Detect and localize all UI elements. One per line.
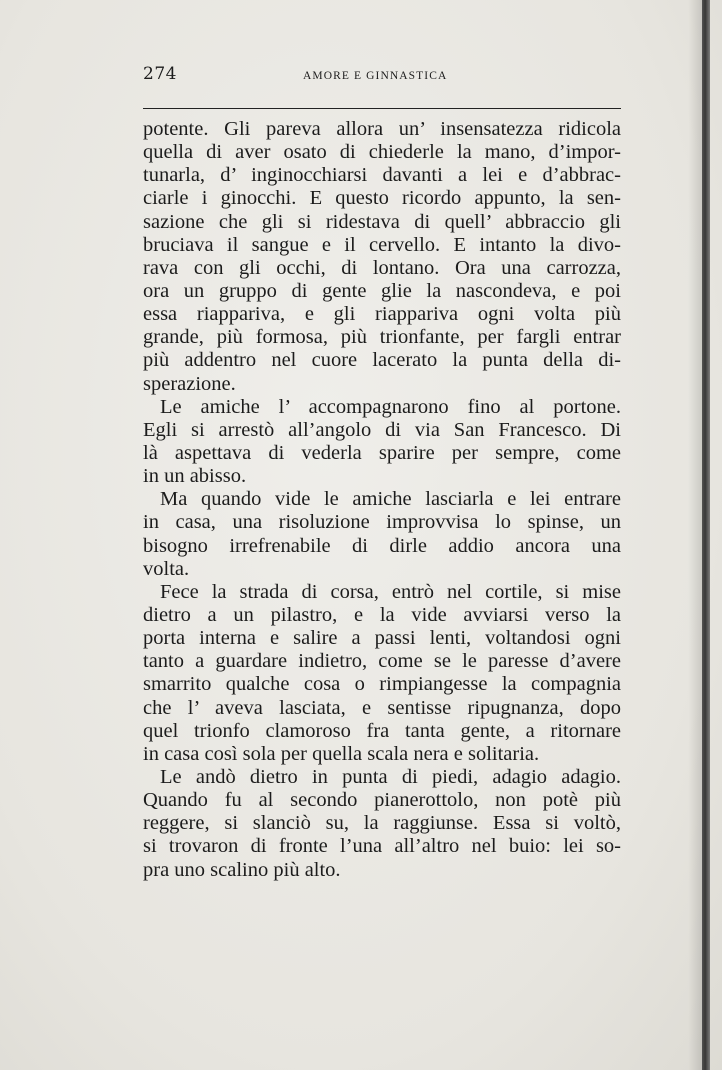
text-line: reggere, si slanciò su, la raggiunse. Essa si voltò, (143, 812, 621, 835)
page-gutter-shadow (688, 0, 702, 1070)
text-line: in casa, una risoluzione improvvisa lo spinse, un (143, 511, 621, 534)
text-line: Fece la strada di corsa, entrò nel cortile, si mise (160, 580, 621, 603)
text-line: quella di aver osato di chiederle la mano, d’impor- (143, 141, 621, 164)
header-rule (143, 108, 621, 109)
text-line: là aspettava di vederla sparire per sempre, come (143, 441, 621, 464)
text-line: Egli si arrestò all’angolo di via San Francesco. Di (143, 418, 621, 441)
text-line: potente. Gli pareva allora un’ insensatezza ridicola (143, 118, 621, 140)
text-line: grande, più formosa, più trionfante, per fargli entrar (143, 326, 621, 349)
text-line: più addentro nel cuore lacerato la punta della di- (143, 349, 621, 372)
text-line: Le amiche l’ accompagnarono fino al portone. (160, 395, 621, 418)
text-line: pra uno scalino più alto. (143, 858, 341, 881)
text-line: smarrito qualche cosa o rimpiangesse la compagnia (143, 673, 621, 696)
text-line: Quando fu al secondo pianerottolo, non potè più (143, 789, 621, 812)
text-line: dietro a un pilastro, e la vide avviarsi verso la (143, 603, 621, 626)
text-line: ciarle i ginocchi. E questo ricordo appunto, la sen- (143, 187, 621, 210)
running-title: AMORE E GINNASTICA (303, 70, 448, 82)
text-line: tunarla, d’ inginocchiarsi davanti a lei e d’abbrac- (143, 164, 621, 187)
text-line: rava con gli occhi, di lontano. Ora una carrozza, (143, 256, 621, 279)
text-line: tanto a guardare indietro, come se le paresse d’avere (143, 650, 621, 673)
text-line: si trovaron di fronte l’una all’altro nel buio: lei so- (143, 835, 621, 858)
text-line: sazione che gli si ridestava di quell’ abbraccio gli (143, 210, 621, 233)
page-number: 274 (143, 64, 177, 84)
page-edge (702, 0, 710, 1070)
text-line: bisogno irrefrenabile di dirle addio ancora una (143, 534, 621, 557)
text-line: sperazione. (143, 372, 236, 395)
text-line: ora un gruppo di gente glie la nascondeva, e poi (143, 279, 621, 302)
text-line: Le andò dietro in punta di piedi, adagio adagio. (160, 765, 621, 788)
text-line: in un abisso. (143, 465, 247, 488)
page-header (143, 64, 623, 94)
text-line: essa riappariva, e gli riappariva ogni volta più (143, 303, 621, 326)
body-text (143, 118, 621, 882)
text-line: volta. (143, 557, 190, 580)
text-line: porta interna e salire a passi lenti, voltandosi ogni (143, 627, 621, 650)
text-line: bruciava il sangue e il cervello. E intanto la divo- (143, 233, 621, 256)
text-line: quel trionfo clamoroso fra tanta gente, a ritornare (143, 719, 621, 742)
text-line: Ma quando vide le amiche lasciarla e lei entrare (160, 488, 621, 511)
text-line: che l’ aveva lasciata, e sentisse ripugnanza, dopo (143, 696, 621, 719)
text-line: in casa così sola per quella scala nera e solitaria. (143, 742, 540, 765)
